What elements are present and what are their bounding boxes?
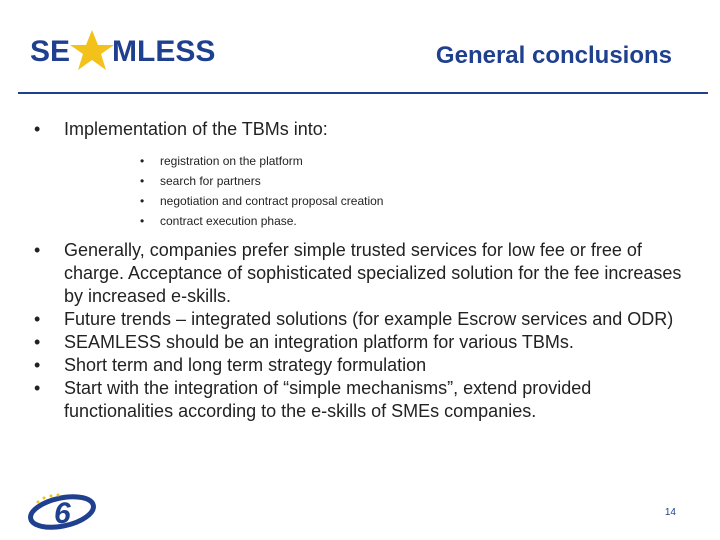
bullet: •: [34, 332, 41, 352]
seamless-logo: [30, 28, 216, 72]
bullet: •: [34, 119, 41, 139]
bullet: •: [34, 240, 41, 260]
logo-text-right: MLESS: [112, 35, 216, 68]
logo-star-icon: [70, 30, 114, 70]
sub-list-item: [64, 151, 695, 171]
title-divider: [18, 92, 708, 94]
sub-list-item-text: registration on the platform: [160, 154, 303, 168]
sub-list-item-text: negotiation and contract proposal creation: [160, 194, 384, 208]
list-item-text: Generally, companies prefer simple trusted services for low fee or free of charge. Acceptance of sophisticated specialized solution for the fee increases by increased e-skills.: [64, 240, 682, 306]
bullet: •: [34, 355, 41, 375]
eu-fp6-logo: [28, 490, 98, 530]
list-item: [30, 308, 695, 331]
sub-list-item-text: contract execution phase.: [160, 214, 297, 228]
list-item: [30, 377, 695, 423]
main-bullet-list: [30, 118, 695, 423]
slide-content: [30, 118, 695, 423]
sub-bullet-list: [64, 151, 695, 231]
bullet: •: [140, 154, 145, 168]
page-number: 14: [664, 507, 676, 518]
sub-list-item: [64, 191, 695, 211]
list-item-text: Short term and long term strategy formulation: [64, 355, 427, 375]
slide-title: General conclusions: [435, 42, 672, 69]
list-item: [30, 239, 695, 308]
list-item-text: Future trends – integrated solutions (for example Escrow services and ODR): [64, 309, 674, 329]
list-item-text: SEAMLESS should be an integration platform for various TBMs.: [64, 332, 574, 352]
logo-text-left: SE: [30, 35, 71, 68]
list-item-text: Start with the integration of “simple mechanisms”, extend provided functionalities according to the e-skills of SMEs companies.: [64, 378, 592, 421]
eu-logo-number: 6: [54, 497, 71, 530]
list-item-text: Implementation of the TBMs into:: [64, 119, 328, 139]
list-item: [30, 331, 695, 354]
list-item: [30, 118, 695, 231]
bullet: •: [34, 378, 41, 398]
bullet: •: [34, 309, 41, 329]
sub-list-item: [64, 171, 695, 191]
sub-list-item-text: search for partners: [160, 174, 261, 188]
bullet: •: [140, 194, 145, 208]
sub-list-item: [64, 211, 695, 231]
bullet: •: [140, 214, 145, 228]
bullet: •: [140, 174, 145, 188]
list-item: [30, 354, 695, 377]
